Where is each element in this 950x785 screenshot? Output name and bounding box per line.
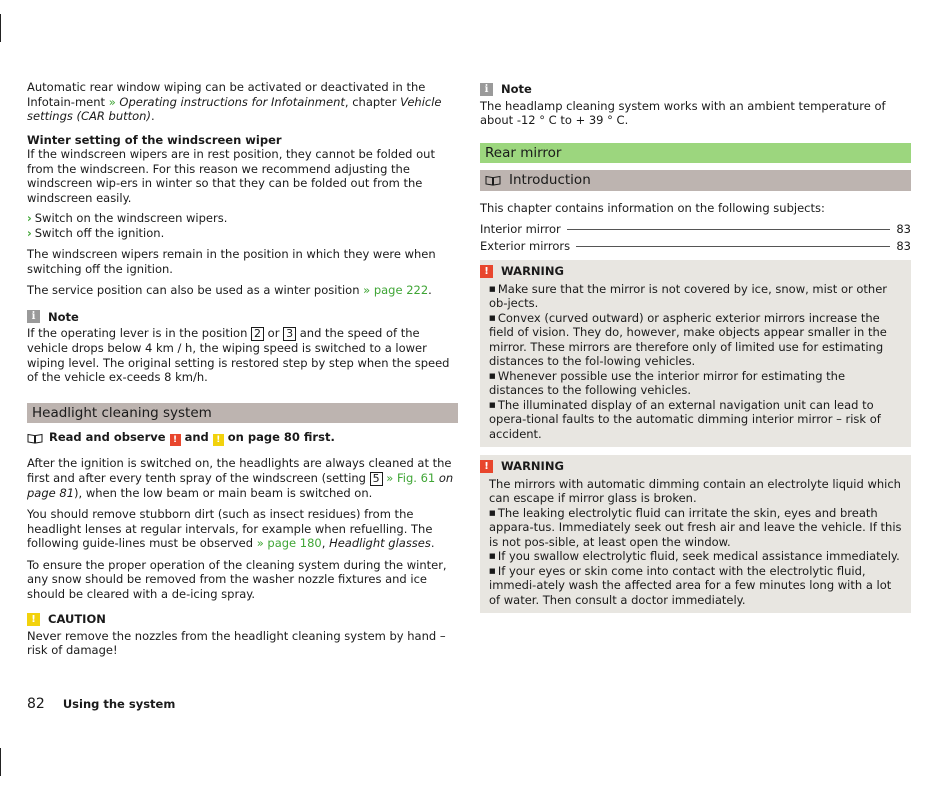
chevron-right-icon: ›: [27, 211, 32, 225]
service-position-paragraph: The service position can also be used as a winter position » page 222.: [27, 283, 432, 297]
warning-item: ■ If you swallow electrolytic fluid, seek medical assistance immediately.: [489, 549, 902, 564]
book-icon: [485, 175, 501, 186]
read-and-observe: Read and observe ! and ! on page 80 first.: [27, 430, 458, 446]
intro-text: This chapter contains information on the following subjects:: [480, 200, 825, 215]
step-item: › Switch on the windscreen wipers.: [27, 211, 228, 225]
winter-setting-heading: Winter setting of the windscreen wiper: [27, 132, 282, 147]
crop-mark-bottom: [0, 748, 1, 776]
note-heading: i Note: [27, 310, 458, 325]
fig-61-link[interactable]: » Fig. 61: [382, 470, 436, 485]
step-item: › Switch off the ignition.: [27, 225, 165, 240]
warning-item: ■ Whenever possible use the interior mirror for estimating the distances to the following vehicles.: [489, 369, 902, 398]
warning-item: ■ The illuminated display of an external navigation unit can lead to opera-tional faults to the automatic dimming interior mirror – risk of accident.: [489, 398, 902, 442]
page-222-link[interactable]: » page 222: [363, 283, 429, 297]
warning-icon: !: [480, 460, 493, 473]
note-heading: i Note: [480, 82, 911, 97]
headlight-section-title: Headlight cleaning system: [27, 403, 458, 424]
position-box: 2: [251, 327, 264, 341]
warning-icon: !: [480, 265, 493, 278]
introduction-title: Introduction: [480, 170, 911, 191]
right-column: [480, 80, 911, 613]
note-text: The headlamp cleaning system works with an ambient temperature of about -12 ° C to + 39 ° C.: [480, 98, 886, 127]
warning-heading: ! WARNING: [480, 264, 902, 279]
book-icon: [27, 433, 43, 444]
page-number: 82: [27, 696, 45, 712]
chevron-right-icon: ›: [27, 225, 32, 240]
infotainment-link[interactable]: »: [108, 94, 116, 109]
warning-box-1: [480, 260, 911, 447]
toc-list: [480, 222, 911, 253]
winter-setting-text: If the windscreen wipers are in rest position, they cannot be folded out from the windscreen. For this reason we recommend adjusting the windscreen wip-ers in winter so that they can be folded out from the windscreen easily.: [27, 147, 435, 205]
caution-heading: ! CAUTION: [27, 612, 458, 627]
warning-item: ■ Make sure that the mirror is not covered by ice, snow, mist or other ob-jects.: [489, 282, 902, 311]
warning-icon: !: [170, 434, 181, 446]
toc-row[interactable]: Exterior mirrors 83: [480, 238, 911, 253]
caution-icon: !: [213, 434, 224, 446]
warning-heading: ! WARNING: [480, 459, 902, 474]
caution-icon: !: [27, 613, 40, 626]
left-column: [27, 80, 458, 665]
info-icon: i: [480, 83, 493, 96]
info-icon: i: [27, 310, 40, 323]
warning-box-2: [480, 455, 911, 613]
position-box: 3: [283, 327, 296, 341]
position-box: 5: [370, 472, 383, 486]
rear-window-paragraph: Automatic rear window wiping can be activated or deactivated in the Infotain-ment » Operating instructions for Infotainment, chapter Vehicle settings (CAR button).: [27, 80, 442, 123]
headlight-paragraph-3: To ensure the proper operation of the cleaning system during the winter, any snow should be removed from the washer nozzle fixtures and ice should be cleared with a de-icing spray.: [27, 557, 447, 601]
warning-item: ■ Convex (curved outward) or aspheric exterior mirrors increase the field of vision. They do, however, make objects appear smaller in the mirror. These mirrors are therefore only of limited use for estimating distances to the fol-lowing vehicles.: [489, 311, 902, 369]
warning-item: ■ The leaking electrolytic fluid can irritate the skin, eyes and breath appara-tus. Immediately seek out fresh air and leave the vehicle. If this is not pos-sible, at least open the window.: [489, 506, 902, 550]
winter-setting-block: [27, 133, 458, 206]
headlight-paragraph-2: You should remove stubborn dirt (such as insect residues) from the headlight lenses at regular intervals, for example when refuelling. The following guide-lines must be observed » page 180, Headlight glasses.: [27, 507, 435, 550]
warning-item: ■ If your eyes or skin come into contact with the electrolytic fluid, immedi-ately wash the affected area for a few minutes long with a lot of water. Then consult a doctor immediately.: [489, 564, 902, 608]
caution-text: Never remove the nozzles from the headlight cleaning system by hand – risk of damage!: [27, 628, 446, 657]
steps-list: [27, 211, 458, 240]
wipers-remain-paragraph: The windscreen wipers remain in the position in which they were when switching off the ignition.: [27, 247, 436, 276]
crop-mark-top: [0, 14, 1, 42]
toc-row[interactable]: Interior mirror 83: [480, 222, 911, 236]
page-footer: [27, 697, 175, 712]
page-180-link[interactable]: » page 180: [256, 536, 322, 550]
note-text: If the operating lever is in the position 2 or 3 and the speed of the vehicle drops below 4 km / h, the wiping speed is switched to a lower wiping level. The original setting is restored step by step when the speed of the vehicle ex-ceeds 8 km/h.: [27, 326, 450, 384]
footer-section-title: Using the system: [62, 697, 176, 711]
headlight-paragraph-1: After the ignition is switched on, the headlights are always cleaned at the first and after every tenth spray of the windscreen (setting 5 » Fig. 61 on page 81), when the low beam or main beam is switched on.: [27, 456, 454, 500]
warning-intro: The mirrors with automatic dimming contain an electrolyte liquid which can escape if mirror glass is broken.: [489, 476, 901, 505]
rear-mirror-title: Rear mirror: [480, 143, 911, 164]
